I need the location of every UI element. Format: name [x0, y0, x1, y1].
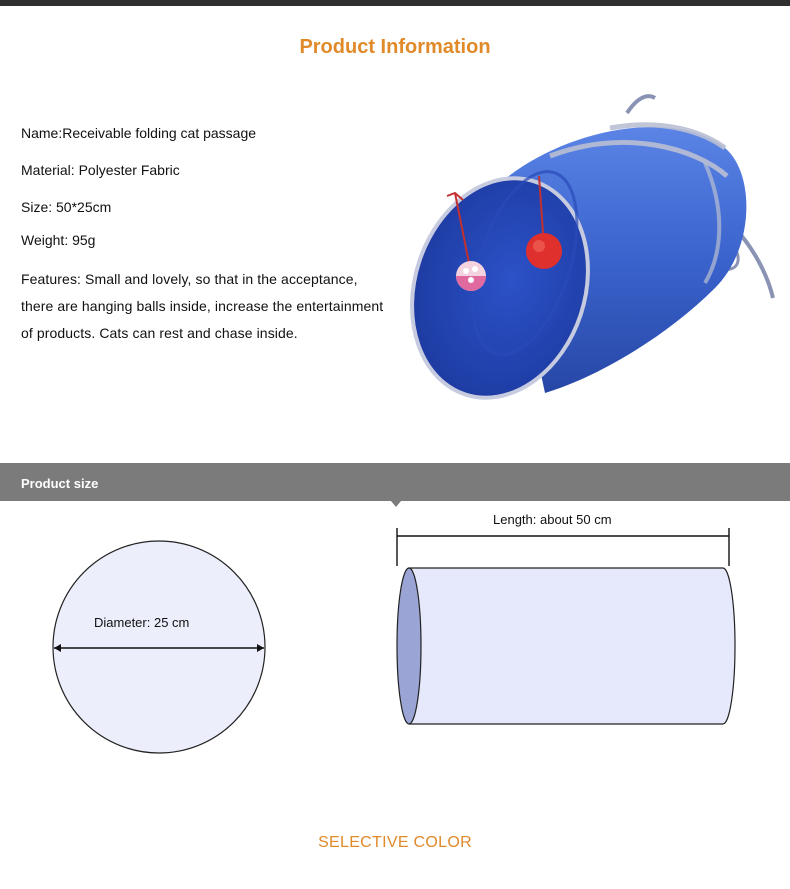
diameter-circle [53, 541, 265, 753]
length-label: Length: about 50 cm [493, 512, 612, 527]
features-line-2: there are hanging balls inside, increase the entertainment [21, 298, 384, 314]
features-line-1: Features: Small and lovely, so that in the acceptance, [21, 271, 358, 287]
product-size-band [0, 463, 790, 501]
product-size-label: Product size [21, 476, 99, 491]
selective-color-heading: SELECTIVE COLOR [318, 834, 472, 851]
spec-name: Name:Receivable folding cat passage [21, 125, 257, 141]
spec-weight: Weight: 95g [21, 232, 96, 248]
diameter-label: Diameter: 25 cm [94, 615, 190, 630]
cat-tunnel-photo [405, 88, 790, 418]
top-bar [0, 0, 790, 6]
spec-size: Size: 50*25cm [21, 199, 112, 215]
size-diagram [0, 501, 790, 761]
cylinder-end [397, 568, 421, 724]
length-cylinder [409, 568, 735, 724]
features-line-3: of products. Cats can rest and chase inside. [21, 325, 298, 341]
product-information-title: Product Information [299, 36, 491, 58]
spec-material: Material: Polyester Fabric [21, 162, 180, 178]
